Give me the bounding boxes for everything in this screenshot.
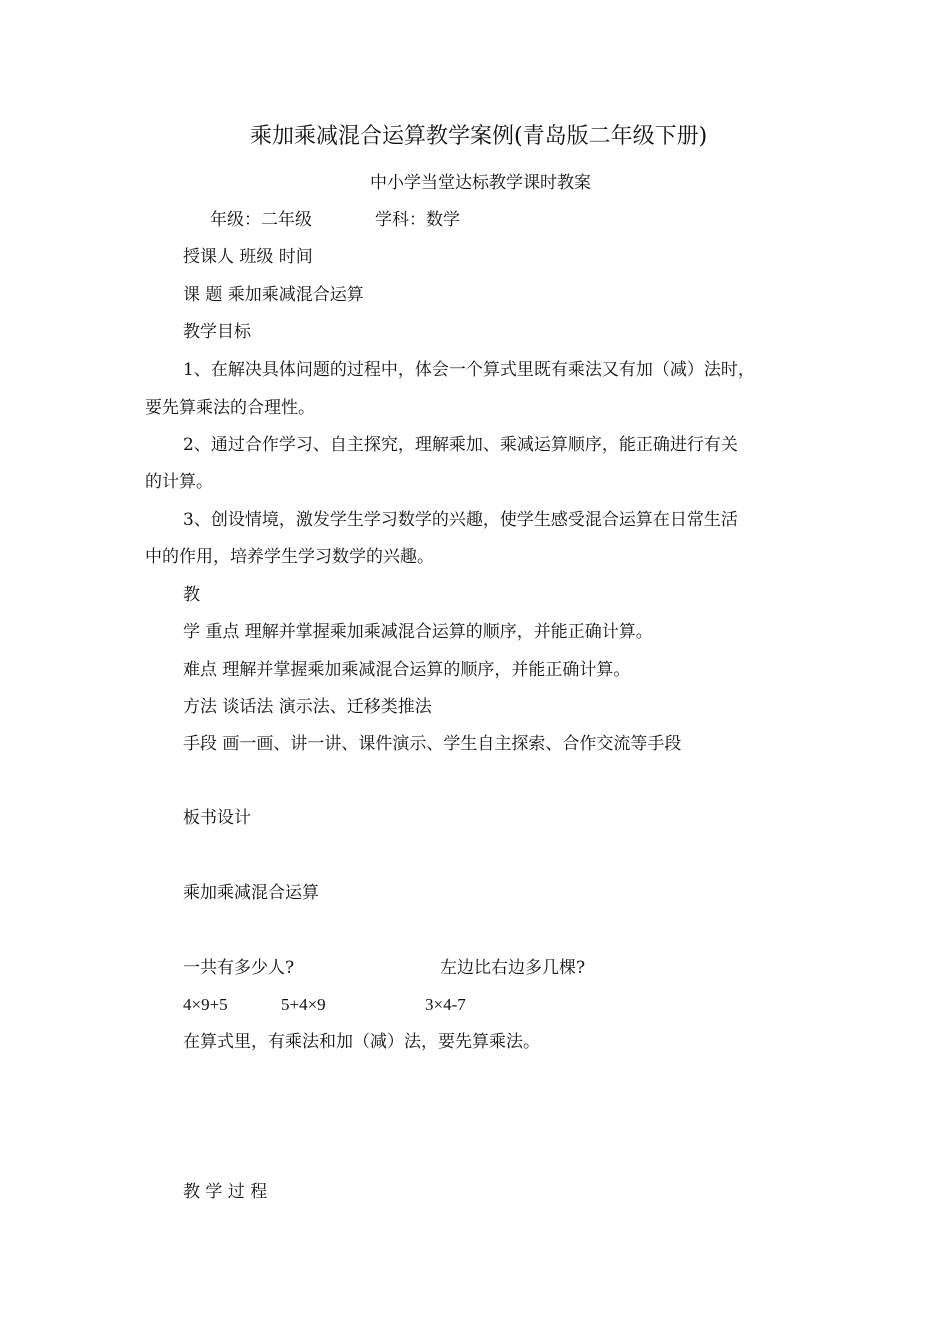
objective-3-line1: 3、创设情境，激发学生学习数学的兴趣，使学生感受混合运算在日常生活 <box>183 510 738 530</box>
teacher-line: 授课人 班级 时间 <box>183 247 313 267</box>
objective-2-line2: 的计算。 <box>145 472 213 492</box>
grade-label: 年级：二年级 <box>210 210 312 230</box>
question-left: 一共有多少人? <box>183 958 295 978</box>
rule-line: 在算式里，有乘法和加（减）法，要先算乘法。 <box>183 1032 540 1052</box>
expression-1: 4×9+5 <box>183 995 228 1014</box>
method-line: 方法 谈话法 演示法、迁移类推法 <box>183 697 432 717</box>
objective-1-line2: 要先算乘法的合理性。 <box>145 398 315 418</box>
question-right: 左边比右边多几棵? <box>440 958 586 978</box>
difficulty-line: 难点 理解并掌握乘加乘减混合运算的顺序，并能正确计算。 <box>183 660 631 680</box>
process-heading: 教 学 过 程 <box>183 1182 268 1202</box>
objective-1-line1: 1、在解决具体问题的过程中，体会一个算式里既有乘法又有加（减）法时， <box>183 360 755 380</box>
subject-label: 学科：数学 <box>375 210 460 230</box>
expression-3: 3×4-7 <box>425 995 466 1014</box>
expression-2: 5+4×9 <box>281 995 326 1014</box>
board-heading: 板书设计 <box>183 808 251 828</box>
doc-title: 乘加乘减混合运算教学案例(青岛版二年级下册) <box>250 124 708 149</box>
means-line: 手段 画一画、讲一讲、课件演示、学生自主探索、合作交流等手段 <box>183 734 682 754</box>
objective-3-line2: 中的作用，培养学生学习数学的兴趣。 <box>145 547 434 567</box>
topic-line: 课 题 乘加乘减混合运算 <box>183 285 364 305</box>
jiao-label: 教 <box>183 585 200 605</box>
objective-2-line1: 2、通过合作学习、自主探究，理解乘加、乘减运算顺序，能正确进行有关 <box>183 435 738 455</box>
doc-subtitle: 中小学当堂达标教学课时教案 <box>370 173 591 193</box>
objectives-heading: 教学目标 <box>183 322 251 342</box>
board-title: 乘加乘减混合运算 <box>183 883 319 903</box>
key-point-line: 学 重点 理解并掌握乘加乘减混合运算的顺序，并能正确计算。 <box>183 622 653 642</box>
